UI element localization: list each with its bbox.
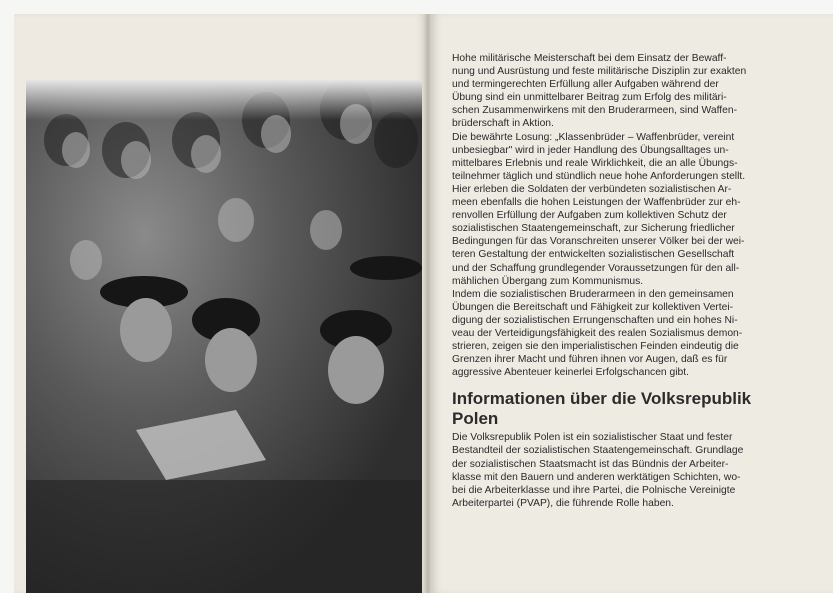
paragraph-3: Indem die sozialistischen Bruderarmeen in den gemeinsamen Übungen die Bereitschaft und Fähigkeit zur kollektiven Vertei- digung der sozialistischen Errungenschaften und ein hohes Ni- veau der Verteidigungsfähigkeit des realen Sozialismus demon- strieren, zeigen sie den imperialistischen Feinden eindeutig die Grenzen ihrer Macht und führen ihnen vor Augen, daß es für aggressive Abenteuer keinerlei Erfolgschancen gibt.	[452, 288, 743, 379]
article-text	[452, 52, 804, 510]
paragraph-1: Hohe militärische Meisterschaft bei dem Einsatz der Bewaff- nung und Ausrüstung und feste militärische Disziplin zur exakten und termingerechten Erfüllung aller Aufgaben während der Übung sind ein unmittelbarer Beitrag zum Erfolg des militäri- schen Zusammenwirkens mit den Bruderarmeen, sind Waffen- brüderschaft in Aktion.	[452, 53, 747, 130]
paragraph-2: Die bewährte Losung: „Klassenbrüder – Waffenbrüder, vereint unbesiegbar" wird in jeder Handlung des Übungsalltages un- mittelbares Erlebnis und reale Wirklichkeit, die an alle Übungs- teilnehmer täglich und stündlich neue hohe Anforderungen stellt. Hier erleben die Soldaten der verbündeten sozialistischen Ar- meen ebenfalls die hohen Leistungen der Waffenbrüder zur eh- renvollen Erfüllung der Aufgaben zum kollektiven Schutz der sozialistischen Staatengemeinschaft, zur Sicherung friedlicher Bedingungen für das Voranschreiten unserer Völker bei der wei- teren Gestaltung der entwickelten sozialistischen Gesellschaft und der Schaffung grundlegender Voraussetzungen für den all- mählichen Übergang zum Kommunismus.	[452, 131, 746, 287]
section-heading: Informationen über die Volksrepublik Polen	[452, 389, 752, 429]
book-gutter	[424, 14, 432, 593]
paragraph-4: Die Volksrepublik Polen ist ein sozialistischer Staat und fester Bestandteil der sozialistischen Staatengemeinschaft. Grundlage der sozialistischen Staatsmacht ist das Bündnis der Arbeiter- klasse mit den Bauern und anderen werktätigen Schichten, wo- bei die Arbeiterklasse und ihre Partei, die Polnische Vereinigte Arbeiterpartei (PVAP), die führende Rolle haben.	[452, 432, 744, 509]
photo-icon	[26, 80, 422, 593]
soldiers-photo	[26, 80, 422, 593]
